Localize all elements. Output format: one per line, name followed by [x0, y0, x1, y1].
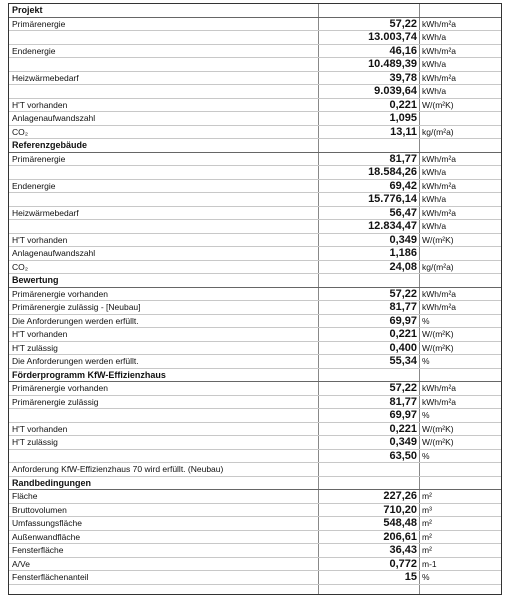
table-row — [9, 558, 501, 572]
table-row — [9, 207, 501, 221]
row-label: Endenergie — [12, 45, 56, 56]
row-value: 13,11 — [390, 125, 417, 138]
row-value: 24,08 — [389, 260, 417, 273]
row-unit: W/(m²K) — [422, 329, 454, 339]
section-title: Referenzgebäude — [12, 140, 88, 150]
table-row — [9, 261, 501, 275]
row-value: 0,349 — [389, 436, 417, 448]
row-value: 0,772 — [389, 557, 417, 570]
table-row — [9, 517, 501, 531]
row-value: 81,77 — [389, 395, 417, 408]
row-label: A/Ve — [12, 558, 30, 569]
row-unit: kWh/m²a — [422, 207, 456, 218]
table-row — [9, 126, 501, 140]
row-unit: kg/(m²a) — [422, 261, 454, 272]
row-label: Primärenergie vorhanden — [12, 383, 108, 393]
row-value: 15 — [404, 571, 417, 583]
row-unit: kWh/a — [422, 59, 447, 69]
table-row — [9, 166, 501, 180]
row-value: 69,97 — [389, 314, 417, 327]
row-unit: kWh/a — [422, 221, 447, 231]
section-title: Bewertung — [12, 275, 59, 285]
row-value: 57,22 — [389, 17, 417, 30]
row-value: 36,43 — [389, 544, 417, 556]
table-row — [9, 355, 501, 369]
table-row — [9, 58, 501, 72]
row-label: Primärenergie zulässig — [12, 396, 99, 407]
row-label: Die Anforderungen werden erfüllt. — [12, 356, 139, 366]
row-value: 13.003,74 — [368, 31, 417, 43]
row-value: 0,221 — [389, 422, 417, 435]
row-label: H'T zulässig — [12, 342, 58, 353]
table-row — [9, 72, 501, 86]
row-label: H'T vorhanden — [12, 234, 68, 245]
row-value: 63,50 — [389, 449, 417, 462]
row-unit: W/(m²K) — [422, 234, 454, 245]
table-row — [9, 99, 501, 113]
row-unit: kWh/m²a — [422, 396, 456, 407]
row-unit: kWh/m²a — [422, 180, 456, 191]
row-label: Anlagenaufwandszahl — [12, 113, 96, 123]
row-label: H'T vorhanden — [12, 329, 68, 339]
table-row — [9, 342, 501, 356]
row-value: 57,22 — [389, 382, 417, 394]
row-label: H'T zulässig — [12, 437, 58, 447]
row-unit: kWh/m²a — [422, 383, 456, 393]
row-label: Anlagenaufwandszahl — [12, 248, 96, 258]
row-unit: kWh/m²a — [422, 72, 456, 83]
row-label: Außenwandfläche — [12, 531, 81, 542]
row-label: CO₂ — [12, 126, 29, 137]
row-value: 10.489,39 — [368, 58, 417, 70]
row-value: 0,400 — [389, 341, 417, 354]
section-title: Randbedingungen — [12, 477, 91, 488]
section-header — [9, 139, 501, 153]
row-label: H'T vorhanden — [12, 99, 68, 110]
table-row — [9, 396, 501, 410]
row-value: 710,20 — [383, 503, 417, 516]
row-value: 18.584,26 — [368, 166, 417, 178]
table-row — [9, 220, 501, 234]
row-value: 69,97 — [389, 409, 417, 421]
section-header — [9, 369, 501, 383]
table-row — [9, 463, 501, 477]
table-row — [9, 531, 501, 545]
row-unit: kWh/m²a — [422, 302, 456, 312]
table-row — [9, 45, 501, 59]
row-unit: % — [422, 450, 430, 461]
row-label: H'T vorhanden — [12, 423, 68, 434]
row-value: 227,26 — [383, 490, 417, 502]
row-value: 55,34 — [389, 355, 417, 367]
row-value: 69,42 — [389, 179, 417, 192]
row-unit: m² — [422, 545, 432, 555]
row-value: 1,095 — [389, 112, 417, 124]
row-label: CO₂ — [12, 261, 29, 272]
row-label: Fensterfläche — [12, 545, 64, 555]
table-row — [9, 234, 501, 248]
row-label: Anforderung KfW-Effizienzhaus 70 wird erfüllt. (Neubau) — [12, 464, 224, 474]
table-row — [9, 18, 501, 32]
row-unit: kg/(m²a) — [422, 126, 454, 137]
row-unit: kWh/m²a — [422, 45, 456, 56]
row-value: 0,349 — [389, 233, 417, 246]
table-row — [9, 315, 501, 329]
row-label: Primärenergie vorhanden — [12, 288, 108, 299]
table-row — [9, 504, 501, 518]
row-value: 9.039,64 — [374, 85, 417, 97]
row-unit: W/(m²K) — [422, 423, 454, 434]
table-row — [9, 382, 501, 396]
table-row — [9, 544, 501, 558]
table-row — [9, 409, 501, 423]
row-unit: m² — [422, 531, 432, 542]
table-row — [9, 490, 501, 504]
section-header — [9, 477, 501, 491]
row-unit: % — [422, 410, 430, 420]
row-value: 56,47 — [389, 206, 417, 219]
row-unit: kWh/m²a — [422, 18, 456, 29]
table-row — [9, 423, 501, 437]
row-label: Heizwärmebedarf — [12, 207, 79, 218]
row-label: Bruttovolumen — [12, 504, 67, 515]
row-unit: kWh/m²a — [422, 153, 456, 164]
row-unit: kWh/a — [422, 86, 447, 96]
row-unit: kWh/a — [422, 194, 447, 204]
row-label: Fensterflächenanteil — [12, 572, 89, 582]
row-value: 548,48 — [383, 517, 417, 529]
row-label: Fläche — [12, 491, 38, 501]
row-value: 12.834,47 — [368, 220, 417, 232]
energy-report-table — [8, 3, 502, 595]
table-row — [9, 180, 501, 194]
row-unit: % — [422, 356, 430, 366]
table-row — [9, 571, 501, 585]
row-value: 15.776,14 — [368, 193, 417, 205]
row-value: 46,16 — [389, 44, 417, 57]
row-value: 39,78 — [389, 71, 417, 84]
row-label: Die Anforderungen werden erfüllt. — [12, 315, 139, 326]
row-unit: m² — [422, 518, 432, 528]
row-value: 206,61 — [383, 530, 417, 543]
section-header — [9, 274, 501, 288]
row-unit: m-1 — [422, 558, 437, 569]
table-row — [9, 450, 501, 464]
row-value: 57,22 — [389, 287, 417, 300]
row-value: 0,221 — [389, 98, 417, 111]
row-value: 81,77 — [389, 152, 417, 165]
table-row — [9, 328, 501, 342]
table-row — [9, 301, 501, 315]
table-row — [9, 112, 501, 126]
row-label: Umfassungsfläche — [12, 518, 82, 528]
row-unit: W/(m²K) — [422, 99, 454, 110]
row-unit: W/(m²K) — [422, 342, 454, 353]
row-value: 1,186 — [389, 247, 417, 259]
row-label: Primärenergie zulässig - [Neubau] — [12, 302, 141, 312]
section-header — [9, 4, 501, 18]
row-label: Primärenergie — [12, 153, 66, 164]
table-row — [9, 436, 501, 450]
section-title: Projekt — [12, 5, 43, 15]
table-row — [9, 31, 501, 45]
row-unit: % — [422, 315, 430, 326]
row-unit: % — [422, 572, 430, 582]
row-value: 81,77 — [389, 301, 417, 313]
row-unit: kWh/a — [422, 32, 447, 42]
row-label: Primärenergie — [12, 18, 66, 29]
table-row — [9, 153, 501, 167]
row-unit: m³ — [422, 504, 432, 515]
section-title: Förderprogramm KfW-Effizienzhaus — [12, 369, 166, 380]
row-unit: m² — [422, 491, 432, 501]
row-label: Endenergie — [12, 180, 56, 191]
table-row — [9, 193, 501, 207]
row-unit: kWh/a — [422, 167, 447, 177]
row-value: 0,221 — [389, 328, 417, 340]
table-row — [9, 85, 501, 99]
row-unit: W/(m²K) — [422, 437, 454, 447]
table-row — [9, 288, 501, 302]
row-label: Heizwärmebedarf — [12, 72, 79, 83]
table-row — [9, 247, 501, 261]
row-unit: kWh/m²a — [422, 288, 456, 299]
